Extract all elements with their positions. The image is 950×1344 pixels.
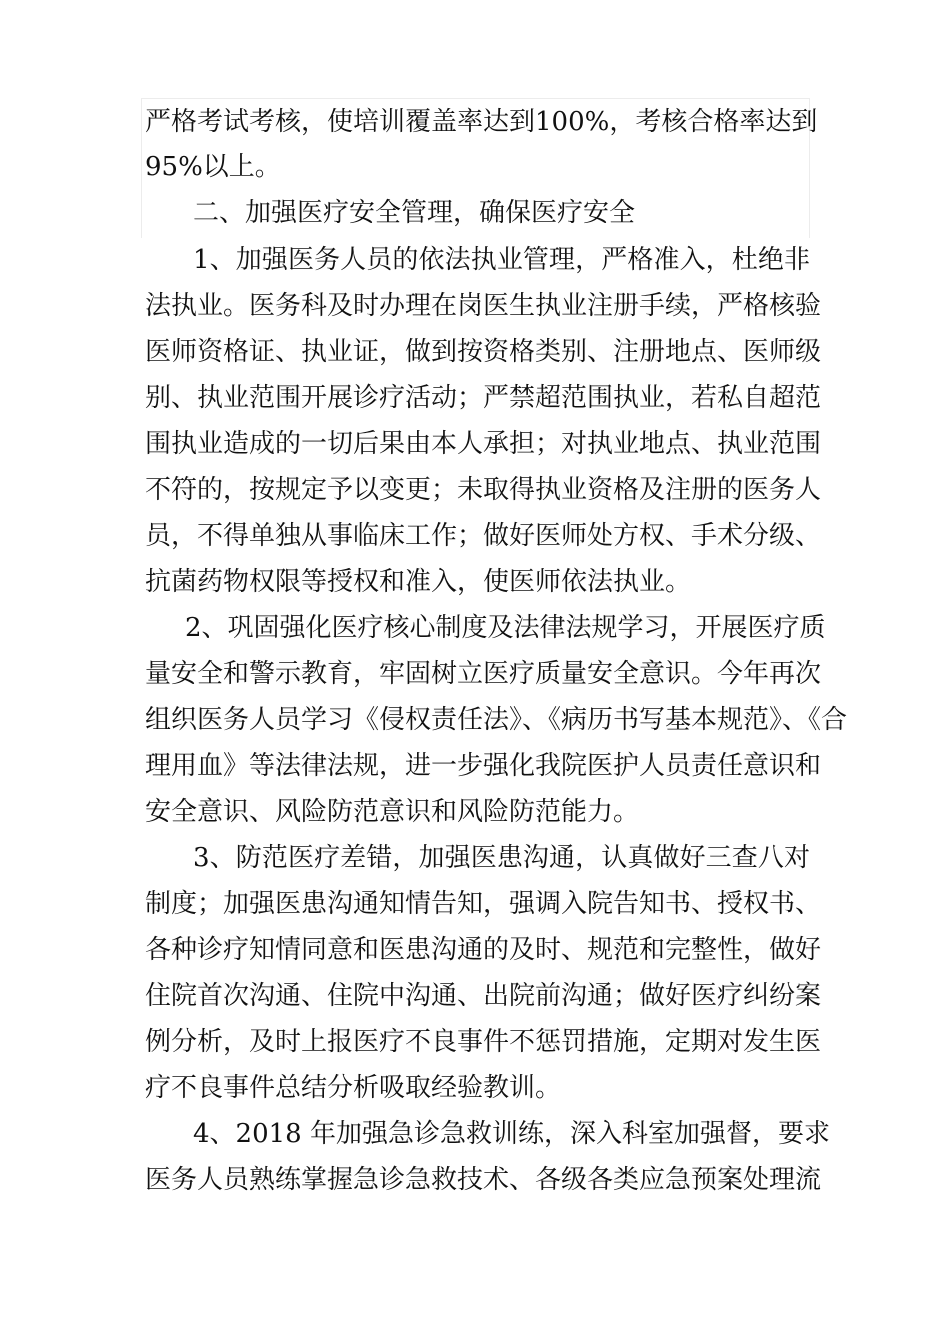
text-line: 95%以上。 — [145, 152, 281, 182]
text-line: 严格考试考核，使培训覆盖率达到100%，考核合格率达到 — [145, 107, 818, 137]
text-line: 1、加强医务人员的依法执业管理，严格准入，杜绝非 — [193, 245, 810, 275]
text-line: 围执业造成的一切后果由本人承担；对执业地点、执业范围 — [145, 429, 822, 459]
text-line: 医师资格证、执业证，做到按资格类别、注册地点、医师级 — [145, 337, 822, 367]
text-line: 疗不良事件总结分析吸取经验教训。 — [145, 1073, 562, 1103]
text-line: 量安全和警示教育，牢固树立医疗质量安全意识。今年再次 — [145, 659, 822, 689]
text-line: 员，不得单独从事临床工作；做好医师处方权、手术分级、 — [145, 521, 822, 551]
text-line: 各种诊疗知情同意和医患沟通的及时、规范和完整性，做好 — [145, 935, 822, 965]
text-line: 3、防范医疗差错，加强医患沟通，认真做好三查八对 — [193, 843, 810, 873]
text-line: 2、巩固强化医疗核心制度及法律法规学习，开展医疗质 — [185, 613, 826, 643]
text-line: 住院首次沟通、住院中沟通、出院前沟通；做好医疗纠纷案 — [145, 981, 822, 1011]
text-line: 法执业。医务科及时办理在岗医生执业注册手续，严格核验 — [145, 291, 822, 321]
text-line: 4、2018 年加强急诊急救训练，深入科室加强督，要求 — [193, 1119, 830, 1149]
text-line: 安全意识、风险防范意识和风险防范能力。 — [145, 797, 640, 827]
text-line: 例分析，及时上报医疗不良事件不惩罚措施，定期对发生医 — [145, 1027, 822, 1057]
text-line: 制度；加强医患沟通知情告知，强调入院告知书、授权书、 — [145, 889, 822, 919]
text-line: 不符的，按规定予以变更；未取得执业资格及注册的医务人 — [145, 475, 822, 505]
text-line: 别、执业范围开展诊疗活动；严禁超范围执业，若私自超范 — [145, 383, 822, 413]
text-line: 抗菌药物权限等授权和准入，使医师依法执业。 — [145, 567, 692, 597]
section-heading: 二、加强医疗安全管理，确保医疗安全 — [193, 198, 636, 228]
text-line: 组织医务人员学习《侵权责任法》、《病历书写基本规范》、《合 — [145, 705, 848, 735]
text-line: 理用血》等法律法规，进一步强化我院医护人员责任意识和 — [145, 751, 822, 781]
text-line: 医务人员熟练掌握急诊急救技术、各级各类应急预案处理流 — [145, 1165, 822, 1195]
